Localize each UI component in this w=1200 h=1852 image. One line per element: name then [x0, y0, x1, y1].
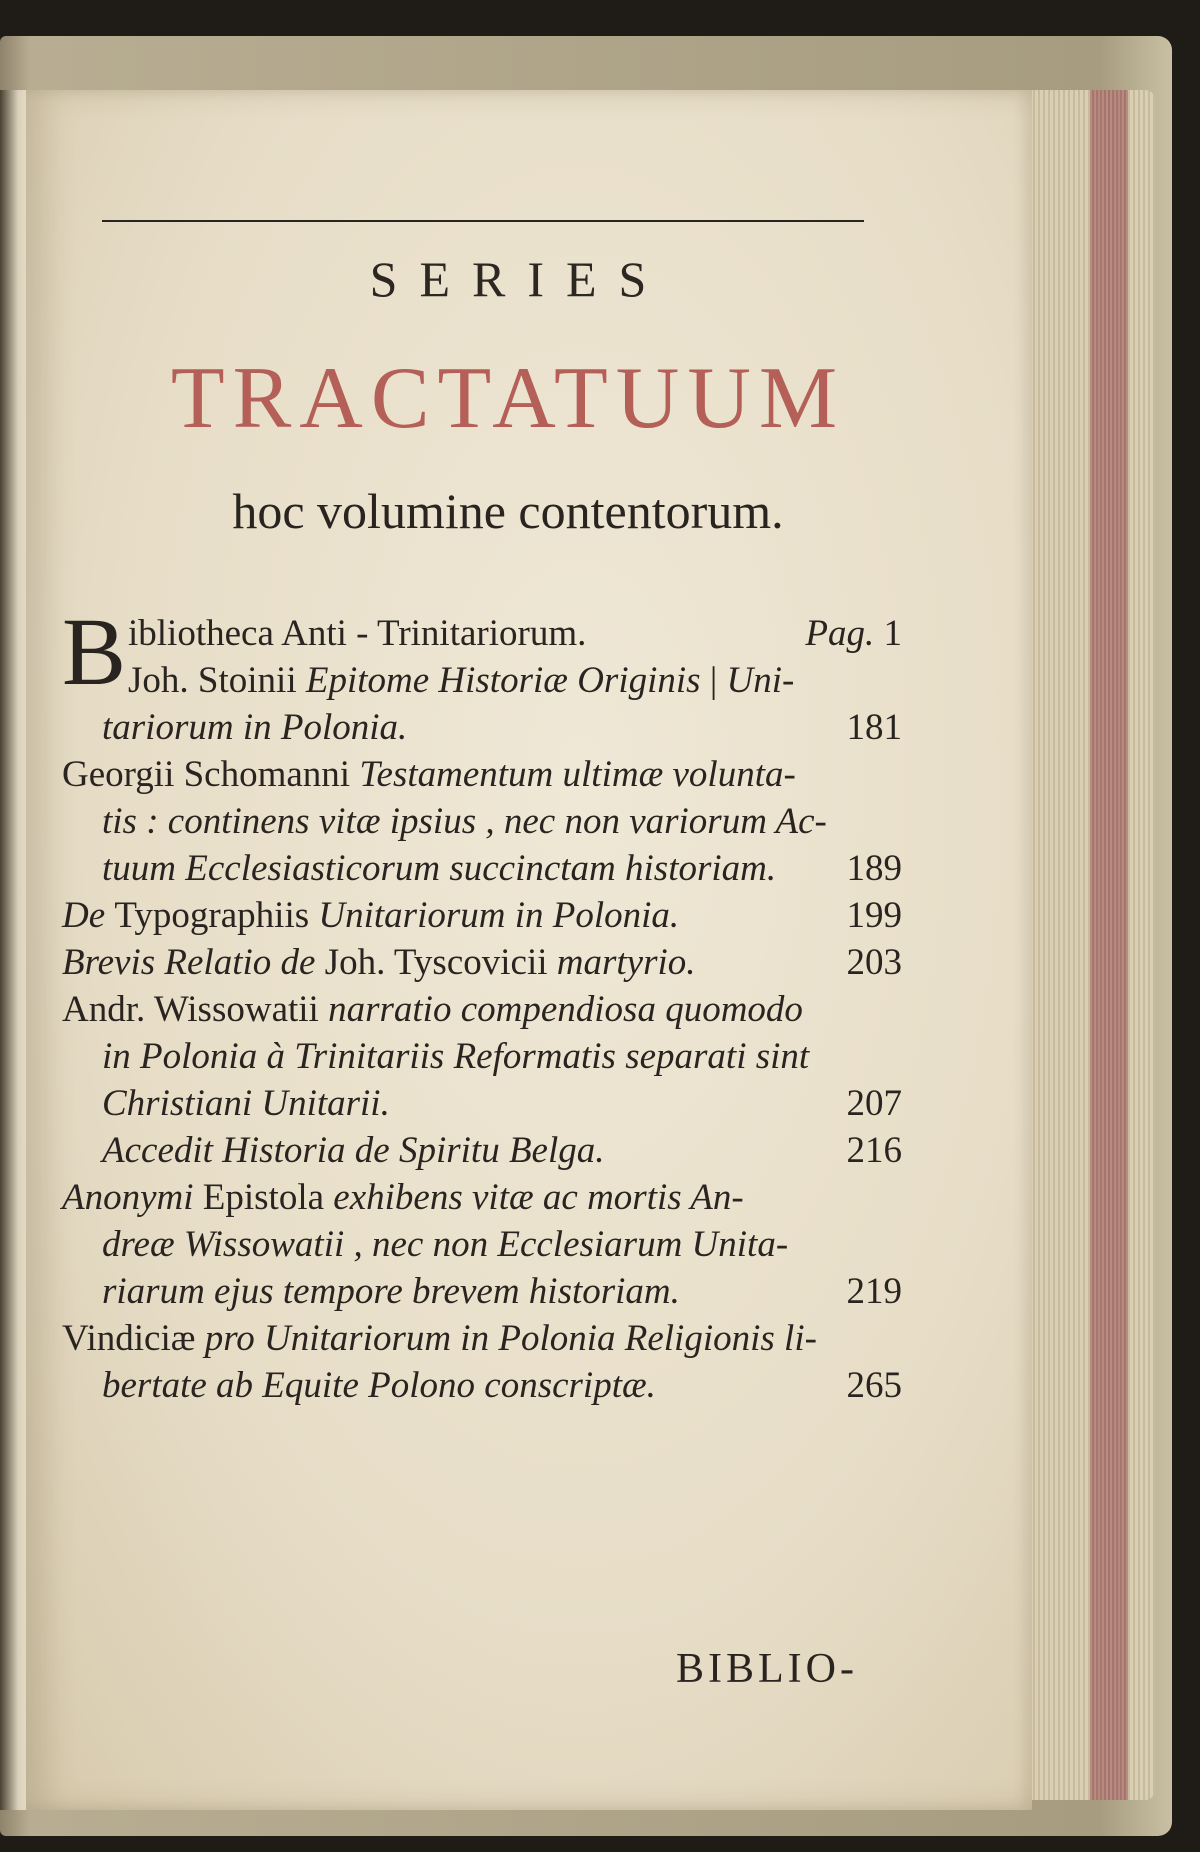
toc-line: Joh. Stoinii Epitome Historiæ Originis | Uni-: [128, 660, 795, 701]
page-number: 189: [846, 848, 902, 889]
toc-title-italic: Epitome Historiæ Originis: [305, 660, 701, 701]
toc-text: Epistola: [202, 1177, 334, 1218]
toc-line: [62, 892, 902, 939]
toc-line: [62, 1221, 902, 1268]
toc-entry-schomanni: [62, 751, 902, 892]
toc-title-italic: in Polonia à Trinitariis Reformatis separati sint: [102, 1036, 810, 1077]
toc-line: [62, 1127, 902, 1174]
toc-text: ibliotheca Anti - Trinitariorum.: [128, 613, 587, 654]
toc-line: [62, 1315, 902, 1362]
toc-title-italic: martyrio.: [556, 942, 696, 983]
drop-cap: B: [62, 598, 127, 705]
toc-line: [62, 845, 902, 892]
toc-line: [62, 1080, 902, 1127]
page-number: 207: [846, 1083, 902, 1124]
tractatuum-heading: TRACTATUUM: [170, 350, 846, 447]
toc-line: [62, 939, 902, 986]
toc-title-italic: riarum ejus tempore brevem historiam.: [102, 1271, 680, 1312]
toc-line: [62, 798, 902, 845]
toc-text: Typographiis: [114, 895, 319, 936]
toc-title-italic: Unitariorum in Polonia.: [318, 895, 680, 936]
toc-title-italic: Brevis Relatio de: [62, 942, 325, 983]
page-stack-edge: [1020, 90, 1155, 1800]
toc-line: [62, 986, 902, 1033]
catchword: BIBLIO-: [676, 1646, 858, 1692]
table-of-contents: [62, 598, 902, 1409]
page-number: 265: [846, 1365, 902, 1406]
toc-title-italic: tuum Ecclesiasticorum succinctam historiam.: [102, 848, 777, 889]
toc-title-italic: tariorum in Polonia.: [102, 707, 408, 748]
toc-text: Andr. Wissowatii: [62, 989, 329, 1030]
toc-entry-typographiis: [62, 892, 902, 939]
toc-line: [62, 1174, 902, 1221]
toc-title-italic: narratio compendiosa quomodo: [328, 989, 803, 1030]
toc-title-italic: bertate ab Equite Polono conscriptæ.: [102, 1365, 656, 1406]
toc-entry-spiritu-belga: [62, 1127, 902, 1174]
toc-line: [62, 1033, 902, 1080]
page-number: 216: [846, 1130, 902, 1171]
red-page-edge: [1090, 90, 1128, 1800]
toc-text: Joh. Stoinii: [128, 660, 306, 701]
book-page: [26, 90, 1032, 1810]
toc-line: [62, 704, 902, 751]
page-number: 181: [846, 707, 902, 748]
toc-entry-anonymi: [62, 1174, 902, 1315]
toc-line: [62, 751, 902, 798]
toc-title-italic: dreæ Wissowatii , nec non Ecclesiarum Unita-: [102, 1224, 789, 1265]
toc-line: [62, 1268, 902, 1315]
toc-title-italic: Uni-: [726, 660, 795, 701]
toc-title-italic: pro Unitariorum in Polonia Religionis li-: [204, 1318, 817, 1359]
header-rule: [102, 220, 864, 222]
series-heading: SERIES: [369, 251, 669, 307]
toc-entry-wissowatii: [62, 986, 902, 1127]
toc-text: Vindiciæ: [62, 1318, 205, 1359]
subtitle: hoc volumine contentorum.: [232, 483, 784, 539]
toc-entry-tyscovicii: [62, 939, 902, 986]
toc-entry-bibliotheca: [62, 598, 902, 751]
toc-line: [62, 610, 902, 657]
toc-title-italic: Accedit Historia de Spiritu Belga.: [102, 1130, 605, 1171]
page-number: 199: [846, 895, 902, 936]
toc-title-italic: Anonymi: [62, 1177, 203, 1218]
page-number: 219: [846, 1271, 902, 1312]
toc-title-italic: exhibens vitæ ac mortis An-: [333, 1177, 744, 1218]
toc-title-italic: Testamentum ultimæ volunta-: [359, 754, 796, 795]
toc-title-italic: De: [62, 895, 115, 936]
page-number: Pag. 1: [805, 613, 902, 654]
toc-text: Joh. Tyscovicii: [324, 942, 557, 983]
toc-title-italic: tis : continens vitæ ipsius , nec non variorum Ac-: [102, 801, 827, 842]
toc-text: Georgii Schomanni: [62, 754, 360, 795]
toc-entry-vindiciae: [62, 1315, 902, 1409]
toc-line: [62, 1362, 902, 1409]
page-number: 203: [846, 942, 902, 983]
toc-title-italic: Christiani Unitarii.: [102, 1083, 390, 1124]
